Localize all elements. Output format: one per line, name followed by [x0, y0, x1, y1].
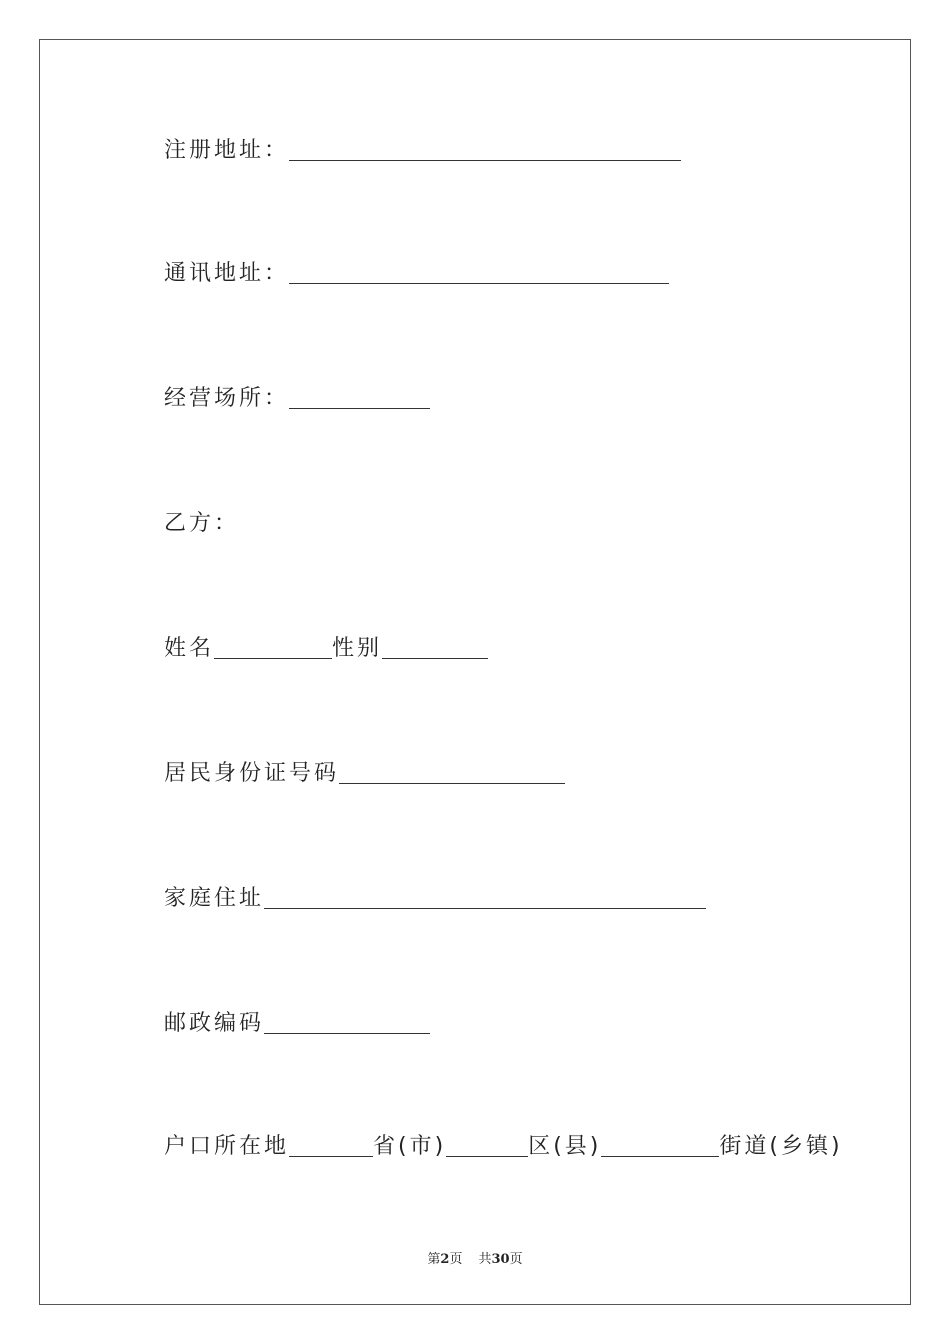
province-label: 省(市): [373, 1134, 447, 1159]
district-label: 区(县): [528, 1134, 602, 1159]
household-registration-line: [164, 1132, 843, 1162]
total-pages: 30: [491, 1252, 510, 1267]
page-suffix: 页: [449, 1252, 463, 1267]
gender-label: 性别: [332, 636, 383, 661]
mailing-address-blank[interactable]: [289, 261, 669, 284]
party-b-label: 乙方：: [164, 511, 240, 536]
district-blank[interactable]: [446, 1134, 528, 1157]
province-blank[interactable]: [289, 1134, 373, 1157]
page-prefix: 第: [427, 1252, 441, 1267]
street-blank[interactable]: [601, 1134, 719, 1157]
registered-address-blank[interactable]: [289, 138, 681, 161]
business-premises-label: 经营场所：: [164, 386, 290, 411]
mailing-address-label: 通讯地址：: [164, 261, 290, 286]
id-number-blank[interactable]: [339, 761, 565, 784]
postal-code-line: [164, 1009, 430, 1039]
id-number-line: [164, 759, 565, 789]
name-label: 姓名: [164, 636, 215, 661]
registered-address-label: 注册地址：: [164, 138, 290, 163]
total-suffix: 页: [509, 1252, 523, 1267]
postal-code-blank[interactable]: [264, 1011, 430, 1034]
registered-address-line: [164, 136, 681, 166]
mailing-address-line: [164, 259, 669, 289]
street-label: 街道(乡镇): [719, 1134, 843, 1159]
home-address-label: 家庭住址: [164, 886, 265, 911]
total-prefix: 共: [478, 1252, 492, 1267]
name-gender-line: [164, 634, 488, 664]
home-address-line: [164, 884, 706, 914]
business-premises-line: [164, 384, 430, 414]
household-registration-label: 户口所在地: [164, 1134, 290, 1159]
page-footer: [0, 1248, 950, 1267]
home-address-blank[interactable]: [264, 886, 706, 909]
gender-blank[interactable]: [382, 636, 488, 659]
name-blank[interactable]: [214, 636, 332, 659]
business-premises-blank[interactable]: [289, 386, 430, 409]
page-number: 2: [440, 1252, 450, 1267]
postal-code-label: 邮政编码: [164, 1011, 265, 1036]
page-frame: [39, 39, 911, 1305]
id-number-label: 居民身份证号码: [164, 761, 340, 786]
party-b-line: [164, 509, 239, 539]
